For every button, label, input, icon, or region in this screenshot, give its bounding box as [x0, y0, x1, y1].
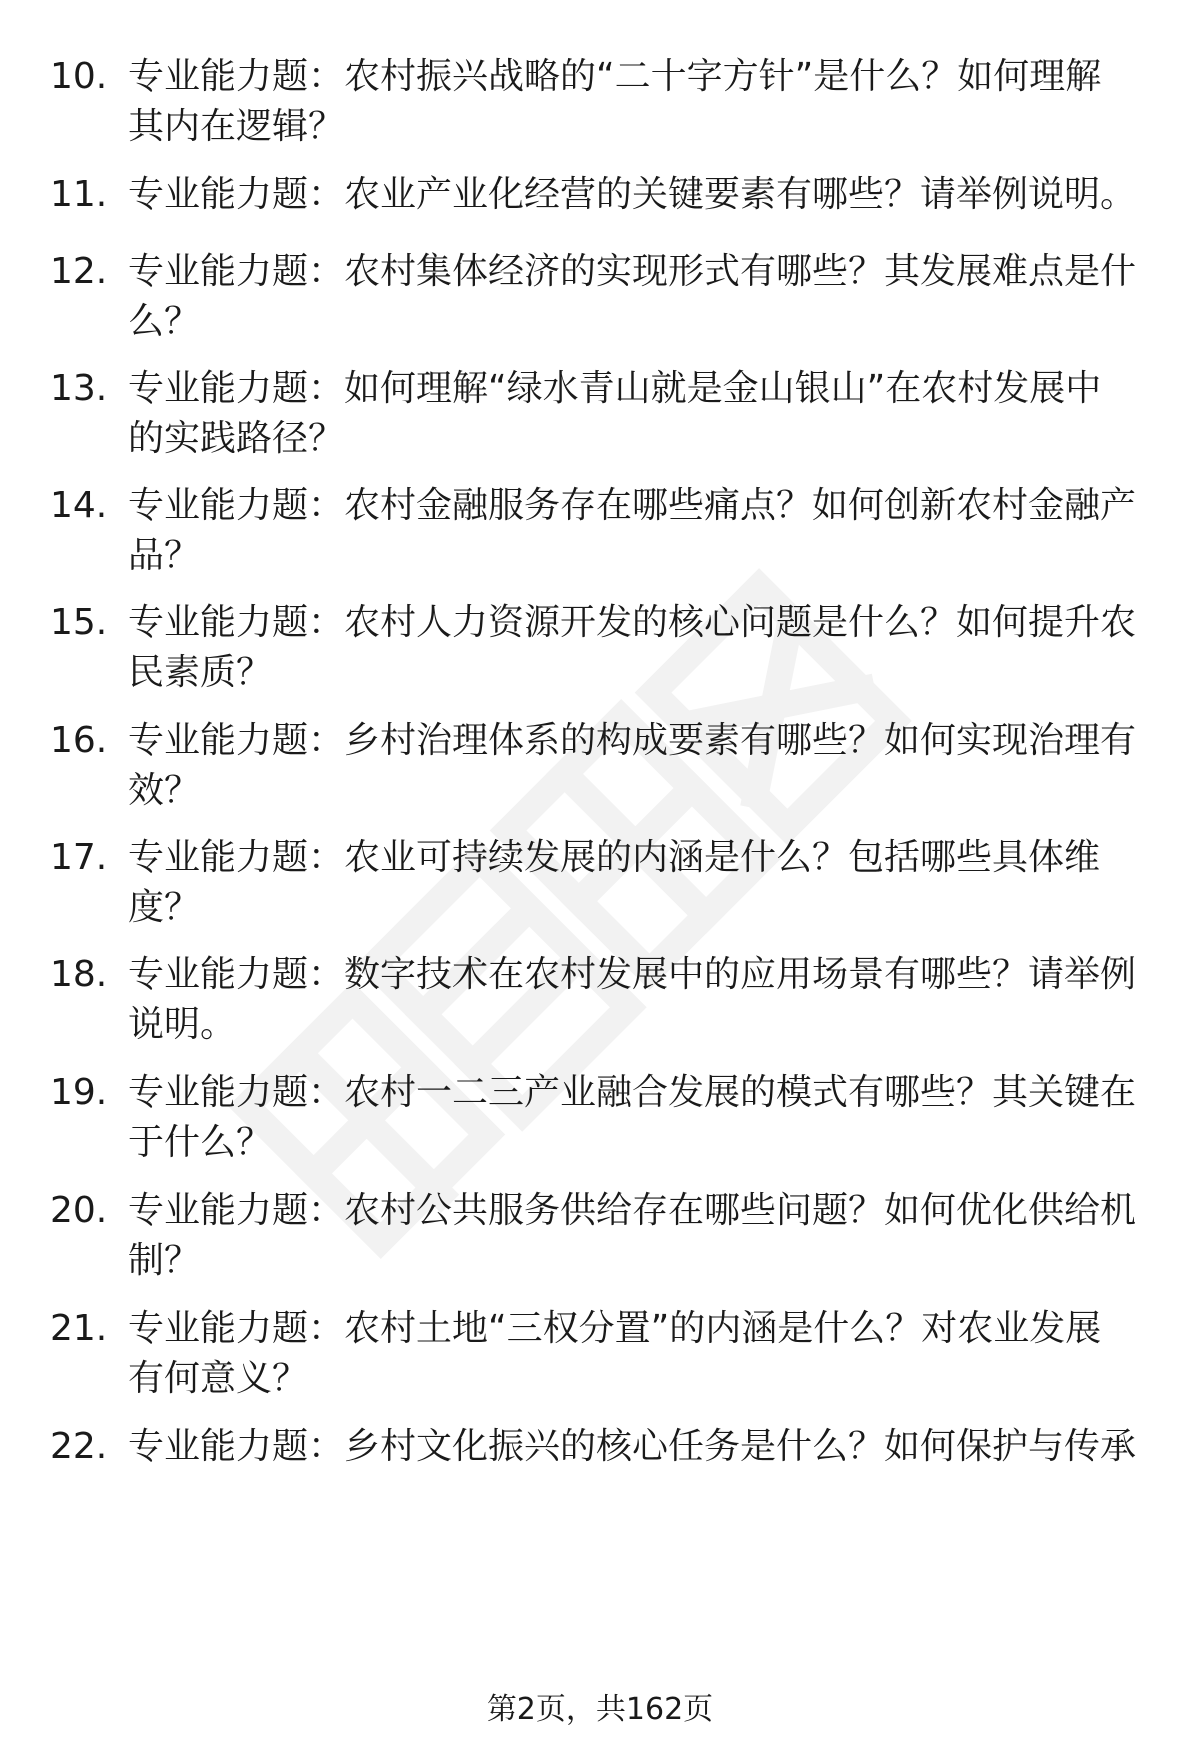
question-line: 专业能力题：农村人力资源开发的核心问题是什么？如何提升农 — [128, 602, 1137, 643]
question-line: 说明。 — [128, 1004, 237, 1045]
question-number: 17. — [50, 837, 108, 878]
question-line: 专业能力题：乡村治理体系的构成要素有哪些？如何实现治理有 — [128, 720, 1137, 761]
question-text — [128, 247, 1200, 347]
question-line: 民素质？ — [128, 652, 273, 693]
question-number: 18. — [50, 954, 108, 995]
question-text — [128, 598, 1200, 698]
question-line: 品？ — [128, 535, 201, 576]
question-text — [128, 1304, 1200, 1404]
question-line: 专业能力题：数字技术在农村发展中的应用场景有哪些？请举例 — [128, 954, 1137, 995]
question-text — [128, 950, 1200, 1050]
question-line: 有何意义？ — [128, 1358, 309, 1399]
question-number: 21. — [50, 1308, 108, 1349]
question-text — [128, 1068, 1200, 1168]
question-text — [128, 833, 1200, 933]
question-line: 的实践路径？ — [128, 418, 345, 459]
question-line: 其内在逻辑？ — [128, 106, 345, 147]
question-text — [128, 364, 1200, 464]
question-line: 专业能力题：乡村文化振兴的核心任务是什么？如何保护与传承 — [128, 1426, 1137, 1467]
page-footer — [0, 1690, 1200, 1730]
question-line: 专业能力题：农业可持续发展的内涵是什么？包括哪些具体维 — [128, 837, 1101, 878]
question-line: 专业能力题：农村公共服务供给存在哪些问题？如何优化供给机 — [128, 1190, 1137, 1231]
question-text — [128, 1186, 1200, 1286]
question-number: 13. — [50, 368, 108, 409]
question-text — [128, 170, 1200, 220]
question-line: 专业能力题：农村振兴战略的“二十字方针”是什么？如何理解 — [128, 56, 1102, 97]
question-text — [128, 52, 1200, 152]
question-number: 16. — [50, 720, 108, 761]
question-line: 度？ — [128, 887, 201, 928]
question-line: 专业能力题：农业产业化经营的关键要素有哪些？请举例说明。 — [128, 174, 1137, 215]
question-text — [128, 716, 1200, 816]
question-number: 10. — [50, 56, 108, 97]
question-text — [128, 1422, 1200, 1472]
question-number: 12. — [50, 251, 108, 292]
question-line: 制？ — [128, 1240, 201, 1281]
question-line: 效？ — [128, 770, 201, 811]
question-line: 专业能力题：农村集体经济的实现形式有哪些？其发展难点是什 — [128, 251, 1137, 292]
question-number: 22. — [50, 1426, 108, 1467]
question-line: 专业能力题：如何理解“绿水青山就是金山银山”在农村发展中 — [128, 368, 1102, 409]
question-number: 14. — [50, 485, 108, 526]
question-number: 20. — [50, 1190, 108, 1231]
question-line: 于什么？ — [128, 1122, 273, 1163]
question-number: 15. — [50, 602, 108, 643]
question-line: 专业能力题：农村一二三产业融合发展的模式有哪些？其关键在 — [128, 1072, 1137, 1113]
page-number-label: 第2页，共162页 — [486, 1692, 714, 1727]
question-line: 专业能力题：农村金融服务存在哪些痛点？如何创新农村金融产 — [128, 485, 1137, 526]
question-number: 11. — [50, 174, 108, 215]
question-line: 么？ — [128, 301, 201, 342]
question-text — [128, 481, 1200, 581]
question-line: 专业能力题：农村土地“三权分置”的内涵是什么？对农业发展 — [128, 1308, 1102, 1349]
question-number: 19. — [50, 1072, 108, 1113]
